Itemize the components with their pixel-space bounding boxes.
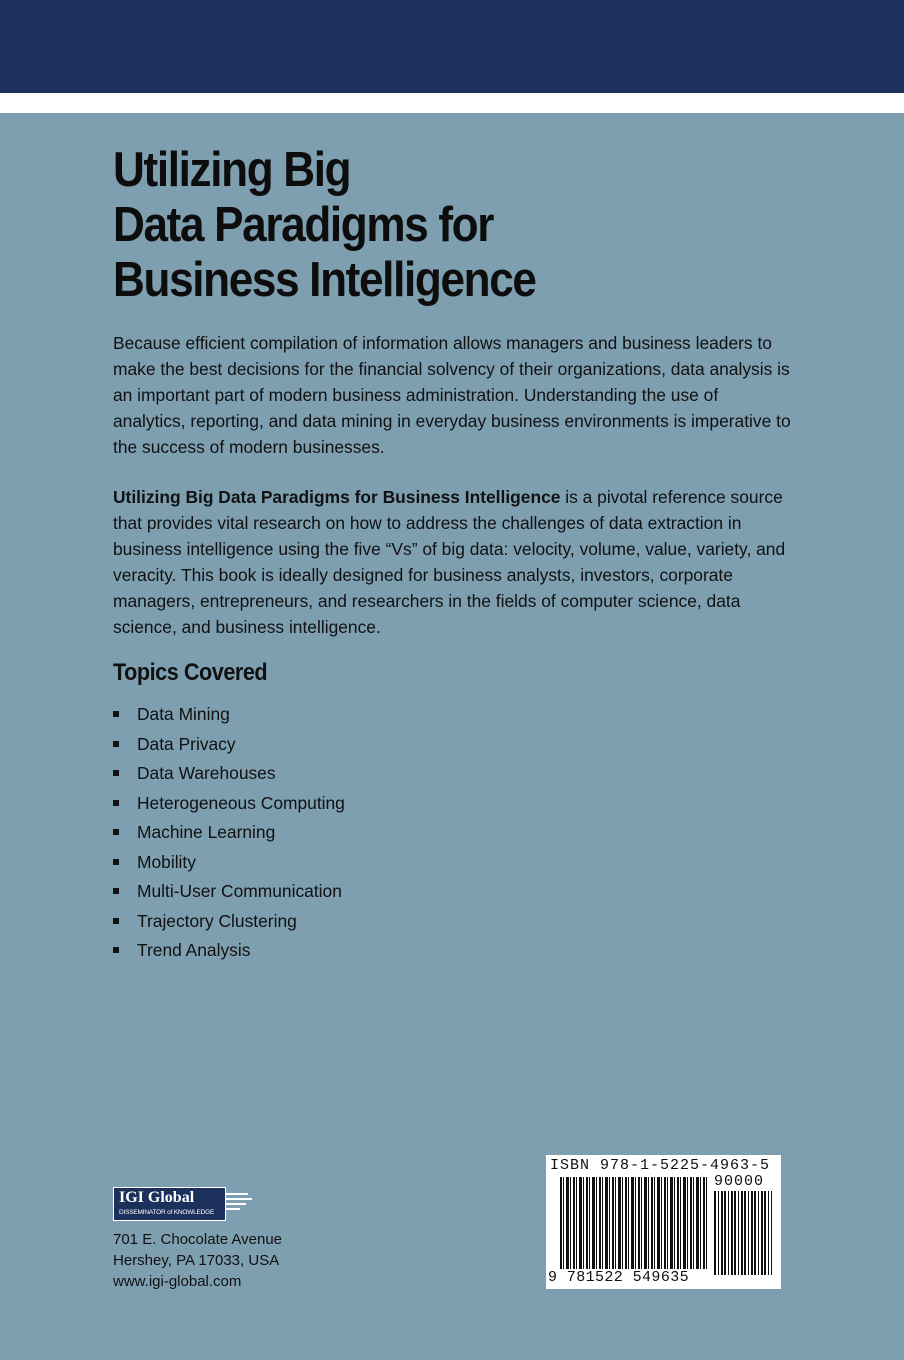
title-line-1: Utilizing Big	[113, 143, 351, 197]
topic-label: Trend Analysis	[137, 940, 251, 960]
publisher-logo	[113, 1187, 226, 1221]
description-paragraph-1: Because efficient compilation of information allows managers and business leaders to make the best decisions for the financial solvency of their organizations, data analysis is an important part of modern business administration. Understanding the use of analytics, reporting, and data mining in everyday business environments is imperative to the success of modern businesses.	[113, 333, 791, 457]
topic-item	[113, 818, 345, 848]
addon-barcode-bars	[714, 1191, 772, 1275]
topic-item	[113, 759, 345, 789]
topic-item	[113, 789, 345, 819]
bullet-icon	[113, 859, 119, 865]
isbn-text: ISBN 978-1-5225-4963-5	[550, 1157, 771, 1174]
description-paragraph-2	[113, 484, 793, 640]
bullet-icon	[113, 918, 119, 924]
publisher-website: www.igi-global.com	[113, 1273, 242, 1290]
bullet-icon	[113, 829, 119, 835]
top-color-band	[0, 0, 904, 93]
logo-tagline: DISSEMINATOR of KNOWLEDGE	[119, 1209, 215, 1216]
bullet-icon	[113, 947, 119, 953]
bullet-icon	[113, 800, 119, 806]
addon-price-code: 90000	[714, 1173, 765, 1190]
ean-digits: 9 781522 549635	[548, 1269, 690, 1286]
topic-label: Multi-User Communication	[137, 881, 342, 901]
title-line-3: Business Intelligence	[113, 253, 536, 307]
bullet-icon	[113, 770, 119, 776]
address-line-1: 701 E. Chocolate Avenue	[113, 1231, 283, 1248]
topic-label: Trajectory Clustering	[137, 910, 297, 931]
book-title-inline: Utilizing Big Data Paradigms for Business Intelligence	[113, 487, 561, 507]
title-line-2: Data Paradigms for	[113, 198, 494, 252]
topic-label: Machine Learning	[137, 822, 276, 842]
barcode-bars	[560, 1177, 708, 1269]
isbn-barcode	[546, 1155, 781, 1289]
logo-speed-lines-icon	[226, 1193, 252, 1215]
topic-item	[113, 877, 345, 907]
topic-label: Mobility	[137, 851, 196, 872]
book-title	[113, 143, 743, 308]
logo-name: IGI Global	[119, 1189, 195, 1206]
topic-item	[113, 848, 345, 878]
bullet-icon	[113, 741, 119, 747]
bullet-icon	[113, 711, 119, 717]
topics-list	[113, 700, 345, 966]
topic-label: Data Mining	[137, 704, 230, 724]
address-line-2: Hershey, PA 17033, USA	[113, 1252, 280, 1269]
topics-heading: Topics Covered	[113, 659, 268, 686]
bullet-icon	[113, 888, 119, 894]
topic-label: Data Warehouses	[137, 763, 276, 783]
topic-label: Data Privacy	[137, 733, 236, 754]
publisher-address	[113, 1229, 282, 1292]
topic-item	[113, 730, 345, 760]
topic-item	[113, 936, 345, 966]
topic-label: Heterogeneous Computing	[137, 792, 345, 813]
description-paragraph-2-text: is a pivotal reference source that provides vital research on how to address the challenges of data extraction in business intelligence using the five “Vs” of big data: velocity, volume, value, variety, and veracity. This book is ideally designed for business analysts, investors, corporate managers, entrepreneurs, and researchers in the fields of computer science, data science, and business intelligence.	[113, 487, 786, 637]
white-stripe	[0, 93, 904, 113]
topic-item	[113, 907, 345, 937]
topic-item	[113, 700, 345, 730]
